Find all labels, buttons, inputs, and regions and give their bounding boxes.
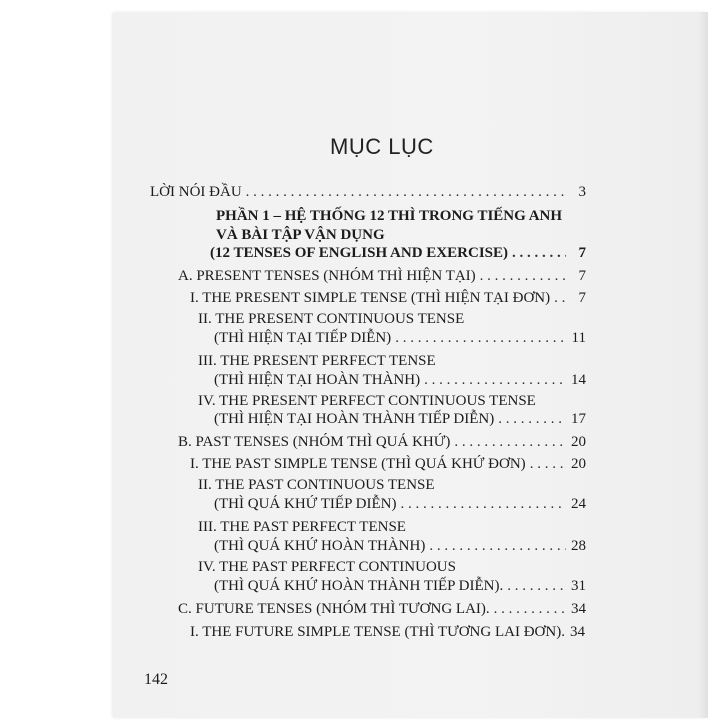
- toc-leader-dots: [494, 601, 566, 618]
- toc-entry-text: A. PRESENT TENSES (NHÓM THÌ HIỆN TẠI): [178, 268, 476, 284]
- toc-entry-page: 7: [578, 245, 586, 261]
- toc-leader-dots: [507, 578, 566, 595]
- toc-entry-present-perfect: [214, 372, 586, 389]
- toc-entry-page: 20: [571, 456, 586, 472]
- toc-entry-line2: (THÌ HIỆN TẠI TIẾP DIỄN): [214, 330, 392, 346]
- toc-leader-dots: [454, 434, 566, 451]
- toc-entry-text: I. THE FUTURE SIMPLE TENSE (THÌ TƯƠNG LAI ĐƠN).: [190, 624, 565, 640]
- toc-entry-line2: (THÌ HIỆN TẠI HOÀN THÀNH TIẾP DIỄN): [214, 411, 495, 427]
- toc-part-heading: [210, 245, 586, 262]
- toc-section-past: [178, 434, 586, 451]
- toc-entry-line2: (THÌ QUÁ KHỨ TIẾP DIỄN): [214, 496, 397, 512]
- page-number: 142: [144, 671, 168, 688]
- toc-entry-past-perfect-continuous: [214, 578, 586, 595]
- toc-section-future: [178, 601, 586, 618]
- toc-leader-dots: [400, 496, 566, 513]
- toc-leader-dots: [480, 268, 566, 285]
- toc-entry-preface: [150, 184, 586, 201]
- toc-entry-past-continuous: [214, 496, 586, 513]
- toc-entry-text: LỜI NÓI ĐẦU: [150, 184, 242, 200]
- toc-leader-dots: [554, 290, 566, 307]
- toc-entry-page: 24: [571, 496, 586, 512]
- toc-entry-line2: (THÌ HIỆN TẠI HOÀN THÀNH): [214, 372, 421, 388]
- toc-leader-dots: [246, 184, 566, 201]
- toc-entry-present-simple: [190, 290, 586, 307]
- toc-entry-page: 11: [571, 330, 586, 346]
- toc-entry-text: B. PAST TENSES (NHÓM THÌ QUÁ KHỨ): [178, 434, 451, 450]
- toc-part-heading-line1: PHẦN 1 – HỆ THỐNG 12 THÌ TRONG TIẾNG ANH: [216, 208, 563, 224]
- toc-leader-dots: [512, 245, 566, 262]
- toc-entry-page: 7: [578, 290, 586, 306]
- toc-entry-page: 7: [578, 268, 586, 284]
- toc-entry-past-simple: [190, 456, 586, 473]
- toc-entry-text: I. THE PAST SIMPLE TENSE (THÌ QUÁ KHỨ ĐƠN): [190, 456, 526, 472]
- toc-entry-line2: (THÌ QUÁ KHỨ HOÀN THÀNH TIẾP DIỄN).: [214, 578, 504, 594]
- toc-leader-dots: [429, 538, 566, 555]
- toc-entry-line1: II. THE PAST CONTINUOUS TENSE: [198, 477, 435, 493]
- toc-leader-dots: [424, 372, 566, 389]
- toc-entry-present-perfect-continuous: [214, 411, 586, 428]
- toc-entry-page: 17: [571, 411, 586, 427]
- toc-section-present: [178, 268, 586, 285]
- toc-entry-text: C. FUTURE TENSES (NHÓM THÌ TƯƠNG LAI).: [178, 601, 490, 617]
- toc-leader-dots: [530, 456, 566, 473]
- toc-entry-text: I. THE PRESENT SIMPLE TENSE (THÌ HIỆN TẠI ĐƠN): [190, 290, 551, 306]
- toc-entry-past-perfect: [214, 538, 586, 555]
- toc-entry-future-simple: [190, 624, 586, 641]
- toc-entry-page: 20: [571, 434, 586, 450]
- toc-entry-page: 34: [569, 624, 585, 640]
- page-edge-shadow: [698, 12, 708, 718]
- toc-title: MỤC LỤC: [330, 134, 434, 159]
- toc-part-heading-line3: (12 TENSES OF ENGLISH AND EXERCISE): [210, 245, 508, 261]
- toc-leader-dots: [498, 411, 566, 428]
- toc-entry-page: 31: [571, 578, 586, 594]
- toc-entry-line1: II. THE PRESENT CONTINUOUS TENSE: [198, 311, 465, 327]
- toc-part-heading-line2: VÀ BÀI TẬP VẬN DỤNG: [216, 227, 385, 243]
- toc-entry-line1: IV. THE PAST PERFECT CONTINUOUS: [198, 559, 456, 575]
- toc-entry-present-continuous: [214, 330, 586, 347]
- toc-entry-page: 14: [571, 372, 586, 388]
- toc-leader-dots: [395, 330, 566, 347]
- toc-entry-page: 28: [571, 538, 586, 554]
- toc-entry-line1: IV. THE PRESENT PERFECT CONTINUOUS TENSE: [198, 393, 536, 409]
- toc-entry-line1: III. THE PAST PERFECT TENSE: [198, 519, 406, 535]
- toc-entry-line2: (THÌ QUÁ KHỨ HOÀN THÀNH): [214, 538, 426, 554]
- toc-entry-page: 34: [571, 601, 586, 617]
- toc-entry-page: 3: [578, 184, 586, 200]
- toc-entry-line1: III. THE PRESENT PERFECT TENSE: [198, 353, 436, 369]
